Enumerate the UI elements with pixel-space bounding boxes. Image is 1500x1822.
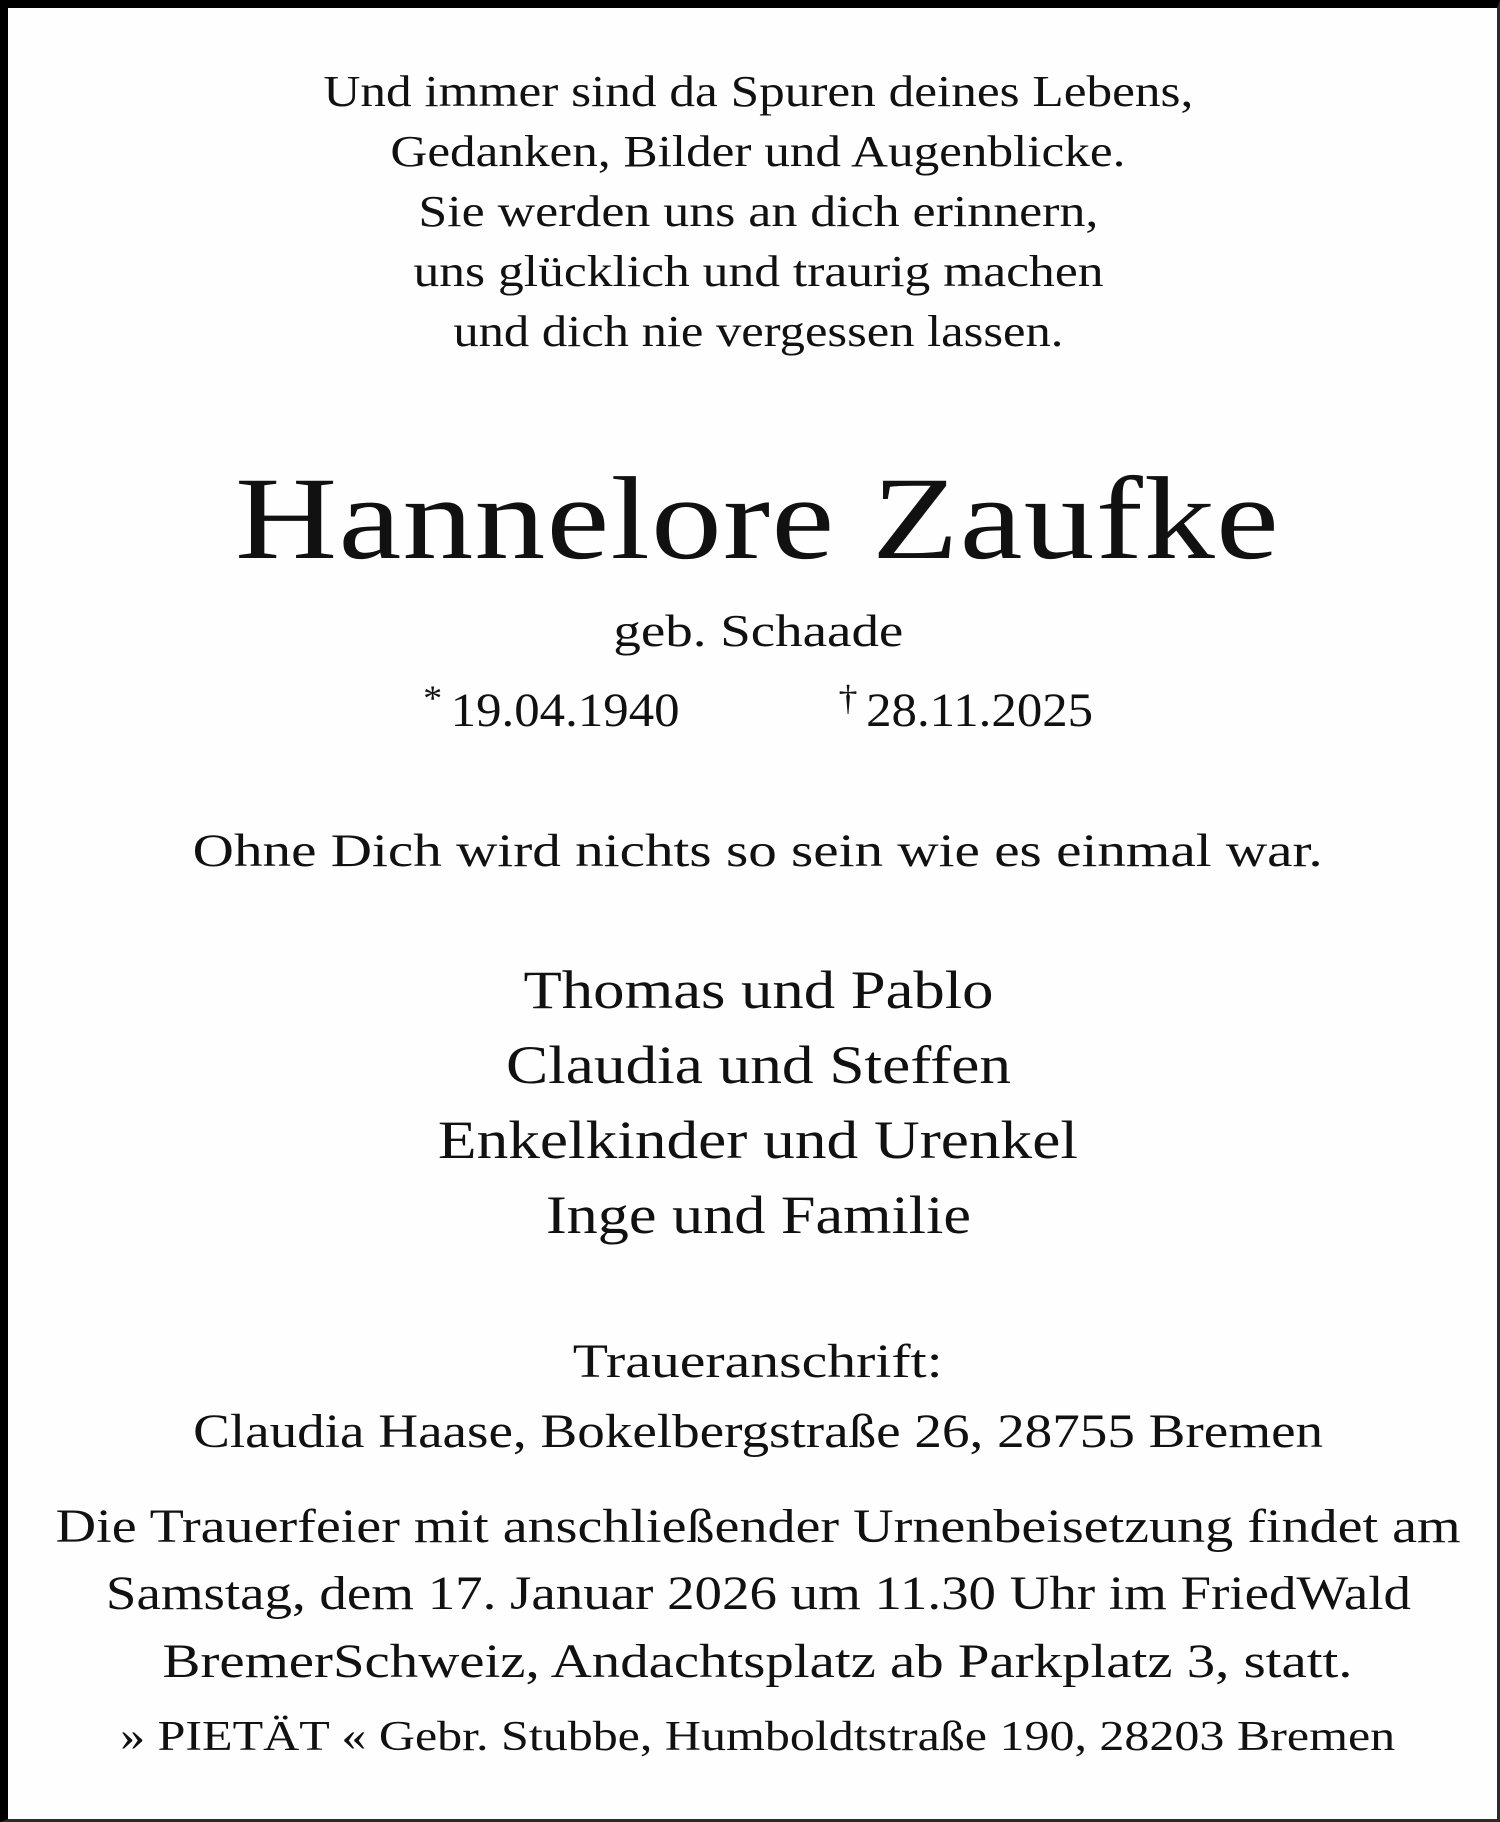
poem-line: Sie werden uns an dich erinnern, — [417, 187, 1099, 236]
maiden-name: geb. Schaade — [612, 605, 903, 656]
death-cross-icon: † — [838, 678, 858, 718]
poem-line: uns glücklich und traurig machen — [412, 247, 1104, 296]
mourner-line: Inge und Familie — [545, 1185, 971, 1245]
mourner-line: Enkelkinder und Urenkel — [438, 1110, 1078, 1170]
life-dates — [8, 680, 1500, 735]
service-line: Die Trauerfeier mit anschließender Urnenbeisetzung findet am — [55, 1500, 1461, 1553]
undertaker-info: » PIETÄT « Gebr. Stubbe, Humboldtstraße 190, 28203 Bremen — [120, 1714, 1396, 1760]
birth-star-icon: * — [422, 678, 443, 718]
deceased-name: Hannelore Zaufke — [235, 453, 1281, 584]
motto: Ohne Dich wird nichts so sein wie es einmal war. — [192, 825, 1323, 877]
poem-line: Gedanken, Bilder und Augenblicke. — [390, 127, 1126, 176]
service-line: BremerSchweiz, Andachtsplatz ab Parkplatz 3, statt. — [163, 1635, 1353, 1688]
mourner-line: Thomas und Pablo — [523, 960, 993, 1020]
condolence-address: Claudia Haase, Bokelbergstraße 26, 28755 Bremen — [192, 1405, 1324, 1458]
poem-line: Und immer sind da Spuren deines Lebens, — [323, 67, 1193, 116]
death-date: 28.11.2025 — [865, 684, 1094, 737]
poem-line: und dich nie vergessen lassen. — [452, 307, 1064, 356]
service-line: Samstag, dem 17. Januar 2026 um 11.30 Uhr im FriedWald — [105, 1567, 1411, 1620]
birth-date: 19.04.1940 — [450, 684, 680, 737]
condolence-label: Traueranschrift: — [572, 1335, 943, 1388]
mourner-line: Claudia und Steffen — [505, 1035, 1011, 1095]
